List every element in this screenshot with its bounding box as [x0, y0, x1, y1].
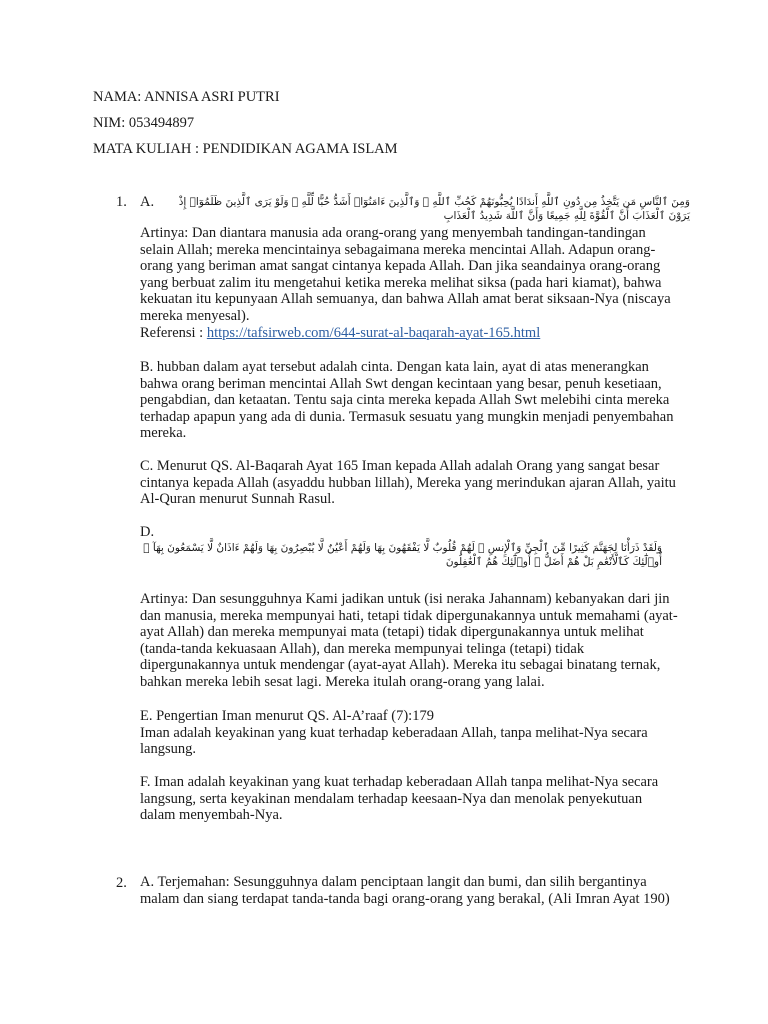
- reference-link[interactable]: https://tafsirweb.com/644-surat-al-baqarah-ayat-165.html: [206, 324, 541, 341]
- q1-part-e-text: Iman adalah keyakinan yang kuat terhadap keberadaan Allah, tanpa melihat-Nya secara langsung.: [140, 724, 648, 758]
- reference-label: Referensi :: [140, 324, 207, 341]
- q1-part-a-translation: Artinya: Dan diantara manusia ada orang-orang yang menyembah tandingan-tandingan selain Allah; mereka mencintainya sebagaimana mereka mencintai Allah. Adapun orang-orang yang beriman amat sangat cintanya kepada Allah. Dan jika seandainya orang-orang yang berbuat zalim itu mengetahui ketika mereka melihat siksa (pada hari kiamat), bahwa kekuatan itu kepunyaan Allah semuanya, dan bahwa Allah amat berat siksaan-Nya (niscaya mereka menyesal).: [140, 225, 671, 324]
- q1-part-c: [140, 458, 680, 508]
- q1-part-d-label: D.: [140, 524, 155, 540]
- q1-part-f-text: F. Iman adalah keyakinan yang kuat terhadap keberadaan Allah tanpa melihat-Nya secara langsung, serta keyakinan mendalam terhadap keesaan-Nya dan menolak penyekutuan dalam menyembah-Nya.: [140, 774, 659, 824]
- q1-part-a-label: A.: [140, 194, 155, 210]
- q1-part-f: [140, 774, 680, 824]
- student-name: NAMA: ANNISA ASRI PUTRI: [93, 89, 280, 105]
- q1-part-a-reference: [140, 325, 680, 342]
- course-name: MATA KULIAH : PENDIDIKAN AGAMA ISLAM: [93, 141, 398, 157]
- q2-part-a: [140, 874, 680, 907]
- q1-part-b-text: B. hubban dalam ayat tersebut adalah cinta. Dengan kata lain, ayat di atas menerangkan bahwa orang beriman mencintai Allah Swt dengan kecintaan yang besar, penuh kesetiaan, pengabdian, dan ketaatan. Tentu saja cinta mereka kepada Allah Swt melebihi cinta mereka terhadap apapun yang ada di dunia. Termasuk sesuatu yang mungkin menjadi penyembahan mereka.: [140, 359, 674, 442]
- q1-part-a-arabic-verse: وَمِنَ ٱلنَّاسِ مَن يَتَّخِذُ مِن دُونِ ٱللَّهِ أَندَادًا يُحِبُّونَهُمْ كَحُبِّ ٱللَّهِ ۖ وَٱلَّذِينَ ءَامَنُوٓا۟ أَشَدُّ حُبًّا لِّلَّهِ ۗ وَلَوْ يَرَى ٱلَّذِينَ ظَلَمُوٓا۟ إِذْ يَرَوْنَ ٱلْعَذَابَ أَنَّ ٱلْقُوَّةَ لِلَّهِ جَمِيعًا وَأَنَّ ٱللَّهَ شَدِيدُ ٱلْعَذَابِ: [178, 196, 690, 222]
- q1-part-d-body: [140, 591, 680, 691]
- q1-part-e: [140, 708, 680, 758]
- q1-part-b: [140, 359, 680, 442]
- question-1-number: 1.: [116, 194, 127, 210]
- q1-part-d-arabic-verse: وَلَقَدْ ذَرَأْنَا لِجَهَنَّمَ كَثِيرًا مِّنَ ٱلْجِنِّ وَٱلْإِنسِ ۖ لَهُمْ قُلُوبٌ لَّا يَفْقَهُونَ بِهَا وَلَهُمْ أَعْيُنٌ لَّا يُبْصِرُونَ بِهَا وَلَهُمْ ءَاذَانٌ لَّا يَسْمَعُونَ بِهَآ ۚ أُو۟لَٰٓئِكَ كَٱلْأَنْعَٰمِ بَلْ هُمْ أَضَلُّ ۚ أُو۟لَٰٓئِكَ هُمُ ٱلْغَٰفِلُونَ: [143, 541, 662, 568]
- q1-part-d-translation: Artinya: Dan sesungguhnya Kami jadikan untuk (isi neraka Jahannam) kebanyakan dari jin dan manusia, mereka mempunyai hati, tetapi tidak dipergunakannya untuk memahami (ayat-ayat Allah) dan mereka mempunyai mata (tetapi) tidak dipergunakannya untuk melihat (tanda-tanda kekuasaan Allah), dan mereka mempunyai telinga (tetapi) tidak dipergunakannya untuk mendengar (ayat-ayat Allah). Mereka itu sebagai binatang ternak, bahkan mereka lebih sesat lagi. Mereka itulah orang-orang yang lalai.: [140, 591, 678, 690]
- q1-part-e-title: E. Pengertian Iman menurut QS. Al-A’raaf (7):179: [140, 708, 434, 724]
- student-nim: NIM: 053494897: [93, 115, 195, 131]
- q1-part-a-body: [140, 225, 680, 341]
- q1-part-c-text: C. Menurut QS. Al-Baqarah Ayat 165 Iman kepada Allah adalah Orang yang sangat besar cintanya kepada Allah (asyaddu hubban lillah), Mereka yang merindukan ajaran Allah, yaitu Al-Quran menurut Sunnah Rasul.: [140, 458, 676, 508]
- q1-part-d: [140, 524, 680, 569]
- question-2-number: 2.: [116, 875, 127, 891]
- q2-part-a-text: A. Terjemahan: Sesungguhnya dalam penciptaan langit dan bumi, dan silih bergantinya malam dan siang terdapat tanda-tanda bagi orang-orang yang berakal, (Ali Imran Ayat 190): [140, 874, 670, 907]
